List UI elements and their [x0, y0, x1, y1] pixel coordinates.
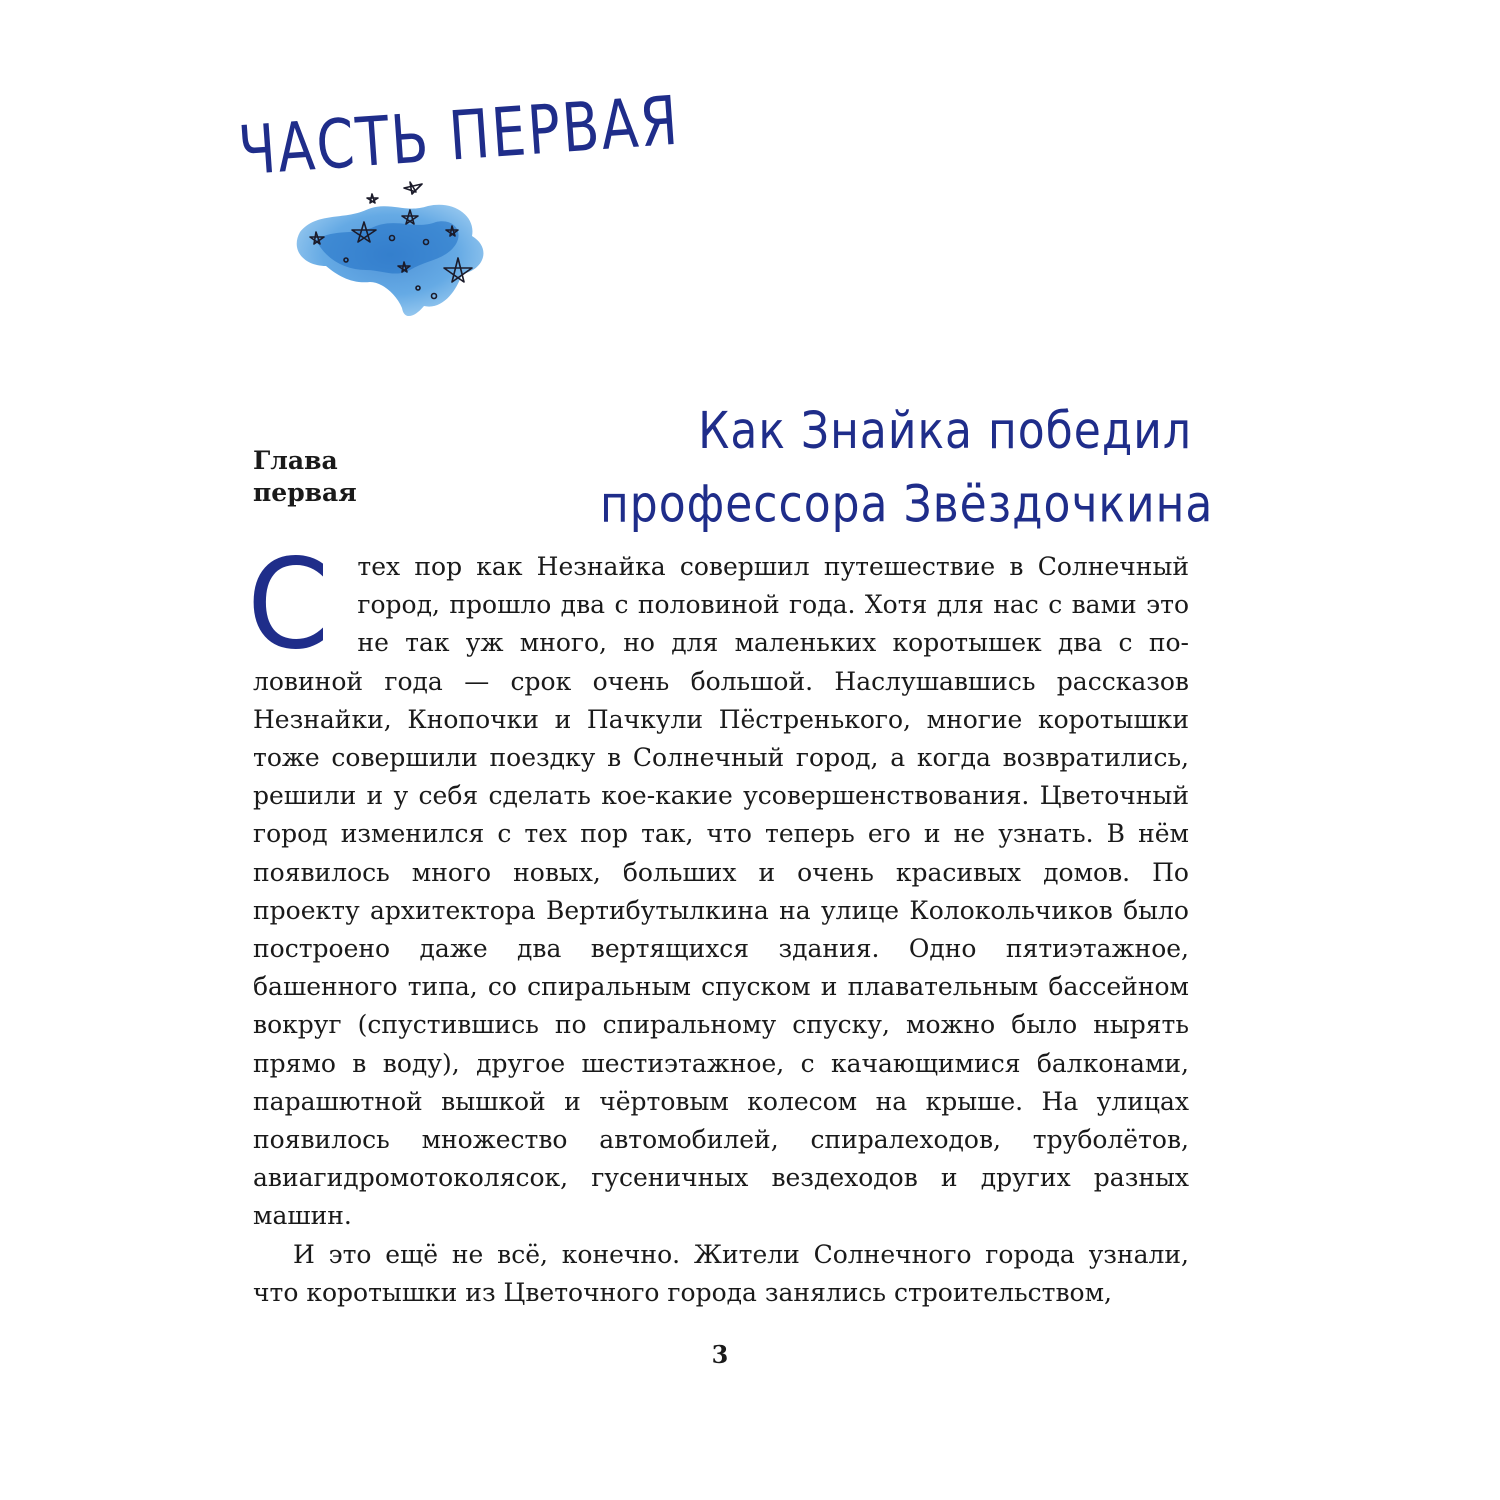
paragraph-text: тех пор как Незнайка совершил путешествие в Солнечный город, прошло два с половиной года. Хотя для нас с вами это не так уж много, но для маленьких коротышек два с половиной года — срок очень большой. Наслушавшись рассказов Незнайки, Кнопочки и Пачкули Пёстренького, многие коротышки тоже совершили поездку в Солнечный город, а когда возвратились, решили и у себя сделать кое-какие усовершенствования. Цветочный город изменился с тех пор так, что теперь его и не узнать. В нём появилось много новых, больших и очень красивых домов. По проекту архитектора Вертибутылкина на улице Колокольчиков было построено даже два вертящихся здания. Одно пятиэтажное, башенного типа, со спиральным спуском и плавательным бассейном вокруг (спустившись по спиральному спуску, можно было нырять прямо в воду), другое шестиэтажное, с качающимися балконами, парашютной вышкой и чёртовым колесом на крыше. На улицах появилось множество автомобилей, спиралеходов, труболётов, авиагидромотоколясок, гусеничных вездеходов и других разных машин.: [253, 552, 1189, 1231]
star-icon: [404, 182, 422, 194]
page-number: 3: [711, 1340, 729, 1369]
chapter-title: [600, 395, 1214, 542]
drop-cap: С: [247, 531, 330, 677]
star-watercolor-illustration: [286, 170, 506, 320]
chapter-title-line-2: профессора Звёздочкина: [600, 475, 1214, 535]
star-icon: [367, 194, 378, 203]
chapter-title-line-1: Как Знайка победил: [698, 401, 1192, 461]
paragraph: [247, 531, 1189, 1236]
paragraph: И это ещё не всё, конечно. Жители Солнечного города узнали, что коротышки из Цветочного города занялись строительством,: [253, 1239, 1189, 1307]
chapter-body: [247, 531, 1189, 1312]
part-title: ЧАСТЬ ПЕРВАЯ: [236, 81, 683, 191]
chapter-label: Глава первая: [253, 446, 357, 507]
